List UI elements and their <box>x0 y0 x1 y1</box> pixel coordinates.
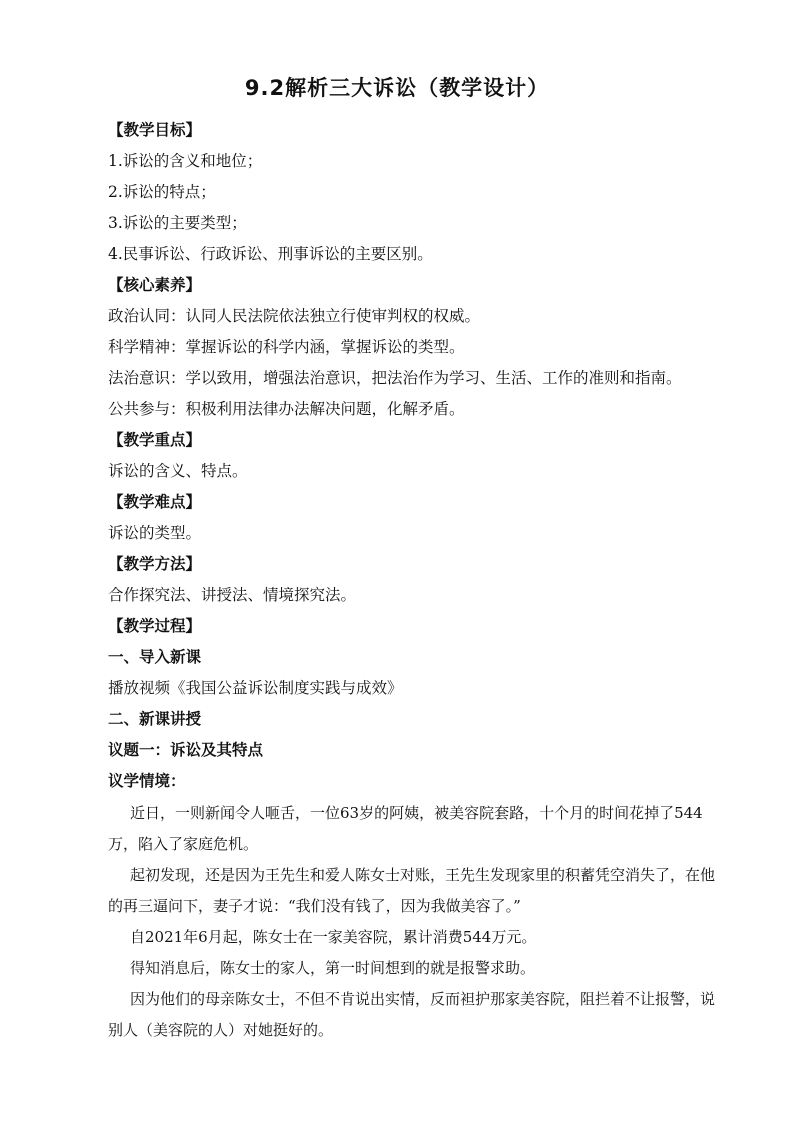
difficulties-text: 诉讼的类型。 <box>108 524 202 542</box>
core-literacy-item: 公共参与：积极利用法律办法解决问题，化解矛盾。 <box>108 400 465 418</box>
scenario-paragraph <box>108 860 720 922</box>
difficulties-heading: 【教学难点】 <box>108 493 202 511</box>
section-heading-intro: 一、导入新课 <box>108 648 202 666</box>
scenario-paragraph-text: 得知消息后，陈女士的家人，第一时间想到的就是报警求助。 <box>130 959 536 977</box>
scenario-paragraph <box>108 922 720 953</box>
objective-item: 4.民事诉讼、行政诉讼、刑事诉讼的主要区别。 <box>108 245 433 263</box>
process-heading: 【教学过程】 <box>108 617 202 635</box>
scenario-paragraph <box>108 953 720 984</box>
methods-text: 合作探究法、讲授法、情境探究法。 <box>108 586 357 604</box>
methods-heading: 【教学方法】 <box>108 555 202 573</box>
intro-text: 播放视频《我国公益诉讼制度实践与成效》 <box>108 679 403 697</box>
core-literacy-item: 科学精神：掌握诉讼的科学内涵，掌握诉讼的类型。 <box>108 338 465 356</box>
section-heading-new-lesson: 二、新课讲授 <box>108 710 202 728</box>
objectives-heading: 【教学目标】 <box>108 121 202 139</box>
objective-item: 1.诉讼的含义和地位； <box>108 152 263 170</box>
core-literacy-heading: 【核心素养】 <box>108 276 202 294</box>
objective-item: 2.诉讼的特点； <box>108 183 216 201</box>
scenario-paragraph-text: 起初发现，还是因为王先生和爱人陈女士对账，王先生发现家里的积蓄凭空消失了，在他的再三逼问下，妻子才说：“我们没有钱了，因为我做美容了。” <box>108 866 716 915</box>
document-title: 9.2解析三大诉讼（教学设计） <box>244 76 550 100</box>
scenario-label: 议学情境： <box>108 772 186 790</box>
objective-item: 3.诉讼的主要类型； <box>108 214 247 232</box>
scenario-paragraph-text: 因为他们的母亲陈女士，不但不肯说出实情，反而袒护那家美容院，阻拦着不让报警，说别人（美容院的人）对她挺好的。 <box>108 990 716 1039</box>
scenario-paragraph-text: 近日，一则新闻令人咂舌，一位63岁的阿姨，被美容院套路，十个月的时间花掉了544万，陷入了家庭危机。 <box>108 804 703 853</box>
core-literacy-item: 法治意识：学以致用，增强法治意识，把法治作为学习、生活、工作的准则和指南。 <box>108 369 682 387</box>
scenario-paragraph <box>108 984 720 1046</box>
key-points-text: 诉讼的含义、特点。 <box>108 462 248 480</box>
scenario-paragraph-text: 自2021年6月起，陈女士在一家美容院，累计消费544万元。 <box>130 928 537 946</box>
key-points-heading: 【教学重点】 <box>108 431 202 449</box>
topic-heading: 议题一：诉讼及其特点 <box>108 741 264 759</box>
core-literacy-item: 政治认同：认同人民法院依法独立行使审判权的权威。 <box>108 307 481 325</box>
scenario-paragraph <box>108 798 720 860</box>
